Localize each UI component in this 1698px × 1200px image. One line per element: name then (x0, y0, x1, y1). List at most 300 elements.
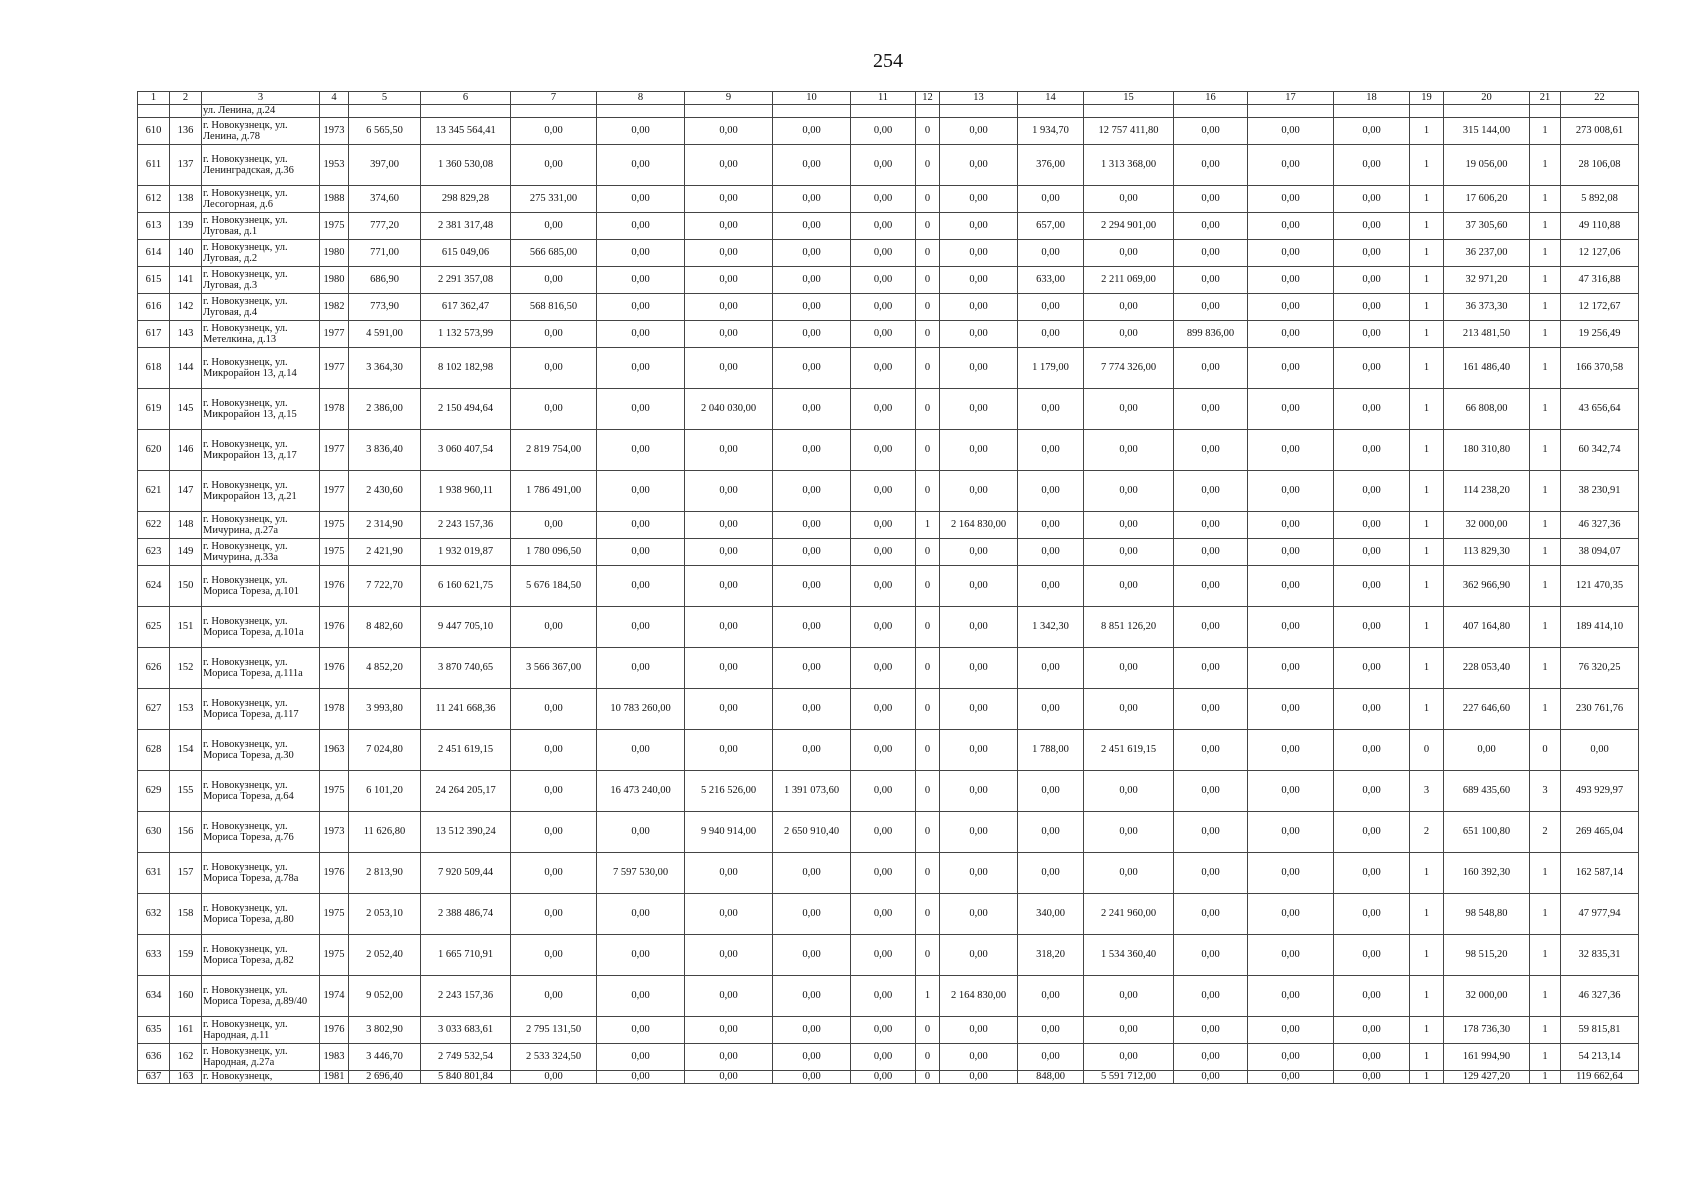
table-cell: 0,00 (597, 648, 685, 689)
table-cell: 0,00 (597, 976, 685, 1017)
table-cell: 1975 (320, 771, 349, 812)
table-cell: 0,00 (1334, 607, 1410, 648)
table-cell: 32 000,00 (1444, 976, 1530, 1017)
table-cell: г. Новокузнецк, ул. Микрорайон 13, д.17 (202, 430, 320, 471)
table-cell: 114 238,20 (1444, 471, 1530, 512)
table-cell: 0,00 (685, 648, 773, 689)
table-cell (320, 105, 349, 118)
table-row (138, 213, 1639, 240)
data-table (137, 91, 1639, 1084)
table-cell: 0,00 (1248, 771, 1334, 812)
table-cell: 1 (1410, 512, 1444, 539)
table-cell: 0,00 (940, 240, 1018, 267)
table-cell: 0,00 (851, 689, 916, 730)
table-cell: 630 (138, 812, 170, 853)
table-cell: 54 213,14 (1561, 1044, 1639, 1071)
table-cell: 0,00 (773, 118, 851, 145)
table-cell: 9 052,00 (349, 976, 421, 1017)
table-cell: 617 (138, 321, 170, 348)
table-cell: 2 150 494,64 (421, 389, 511, 430)
table-cell: г. Новокузнецк, ул. Луговая, д.4 (202, 294, 320, 321)
table-cell: 0,00 (940, 730, 1018, 771)
table-cell: 20 (1444, 92, 1530, 105)
table-cell: 0,00 (851, 539, 916, 566)
table-cell: 0,00 (1018, 566, 1084, 607)
table-cell: 0,00 (597, 471, 685, 512)
table-cell: 0,00 (597, 935, 685, 976)
table-cell: 0 (916, 471, 940, 512)
table-cell: 0 (1410, 730, 1444, 771)
table-cell: 0,00 (1174, 512, 1248, 539)
table-cell: 1975 (320, 935, 349, 976)
table-cell: 13 (940, 92, 1018, 105)
table-cell: 0,00 (940, 430, 1018, 471)
table-cell: 0,00 (1084, 976, 1174, 1017)
table-cell: 0,00 (1174, 145, 1248, 186)
table-cell: 36 237,00 (1444, 240, 1530, 267)
table-cell: 0,00 (851, 607, 916, 648)
table-cell: 49 110,88 (1561, 213, 1639, 240)
table-cell: 0,00 (1248, 539, 1334, 566)
table-cell: 628 (138, 730, 170, 771)
table-cell: 0,00 (1248, 689, 1334, 730)
table-row (138, 321, 1639, 348)
table-cell: 616 (138, 294, 170, 321)
table-cell: 1 (1410, 894, 1444, 935)
table-cell: 0,00 (773, 730, 851, 771)
table-cell: 1 (916, 976, 940, 1017)
table-cell: 631 (138, 853, 170, 894)
table-cell: 610 (138, 118, 170, 145)
table-cell: 10 783 260,00 (597, 689, 685, 730)
table-cell: 635 (138, 1017, 170, 1044)
table-cell: 160 392,30 (1444, 853, 1530, 894)
table-cell: 657,00 (1018, 213, 1084, 240)
table-cell: 47 316,88 (1561, 267, 1639, 294)
table-row (138, 145, 1639, 186)
table-cell: 2 451 619,15 (421, 730, 511, 771)
table-cell: 1 (1410, 1017, 1444, 1044)
table-cell: 0,00 (1018, 648, 1084, 689)
table-cell: 0,00 (685, 935, 773, 976)
table-cell: 0,00 (1174, 267, 1248, 294)
table-cell: 613 (138, 213, 170, 240)
table-cell: 0,00 (1018, 471, 1084, 512)
table-cell: 1 786 491,00 (511, 471, 597, 512)
table-cell: 2 813,90 (349, 853, 421, 894)
table-cell: 0,00 (940, 648, 1018, 689)
table-cell: 138 (170, 186, 202, 213)
table-cell: 0,00 (1018, 853, 1084, 894)
table-cell: 636 (138, 1044, 170, 1071)
table-cell: 7 597 530,00 (597, 853, 685, 894)
table-cell: 1 (1530, 935, 1561, 976)
table-cell: 0,00 (851, 389, 916, 430)
header-row (138, 92, 1639, 105)
table-cell: 3 (202, 92, 320, 105)
table-cell: 2 211 069,00 (1084, 267, 1174, 294)
table-cell: 0,00 (1248, 894, 1334, 935)
table-cell: 6 (421, 92, 511, 105)
table-cell: 0,00 (851, 894, 916, 935)
table-row (138, 648, 1639, 689)
table-cell: 0,00 (1248, 118, 1334, 145)
table-cell: 0,00 (1561, 730, 1639, 771)
table-cell: 156 (170, 812, 202, 853)
table-cell: 1 932 019,87 (421, 539, 511, 566)
table-cell: 14 (1018, 92, 1084, 105)
table-cell: 0,00 (773, 145, 851, 186)
table-cell: 0,00 (511, 145, 597, 186)
table-cell: 0,00 (597, 145, 685, 186)
table-cell: 1 (1410, 689, 1444, 730)
table-cell: 493 929,97 (1561, 771, 1639, 812)
table-cell: 0,00 (1334, 348, 1410, 389)
table-row (138, 730, 1639, 771)
table-cell: 1 (1530, 976, 1561, 1017)
table-cell: 0,00 (1174, 607, 1248, 648)
table-cell: 0,00 (511, 389, 597, 430)
table-cell: 0,00 (597, 348, 685, 389)
table-cell: 0,00 (1084, 389, 1174, 430)
table-cell: 1 (1410, 1044, 1444, 1071)
table-cell: 1980 (320, 267, 349, 294)
table-cell: 0,00 (1334, 771, 1410, 812)
table-cell: 0,00 (1334, 689, 1410, 730)
table-cell: 5 840 801,84 (421, 1071, 511, 1084)
table-cell: 0,00 (511, 213, 597, 240)
table-cell: 19 056,00 (1444, 145, 1530, 186)
table-cell: 153 (170, 689, 202, 730)
table-cell: 0,00 (1174, 894, 1248, 935)
table-cell: 3 870 740,65 (421, 648, 511, 689)
table-cell: 21 (1530, 92, 1561, 105)
table-cell: 0,00 (685, 240, 773, 267)
table-cell: 0 (916, 321, 940, 348)
table-cell: 98 515,20 (1444, 935, 1530, 976)
table-cell: 0,00 (1248, 430, 1334, 471)
table-cell: 5 591 712,00 (1084, 1071, 1174, 1084)
table-cell: 777,20 (349, 213, 421, 240)
table-cell: 612 (138, 186, 170, 213)
table-cell: 0,00 (851, 321, 916, 348)
table-cell: 0,00 (511, 607, 597, 648)
table-cell: 143 (170, 321, 202, 348)
table-cell: 0,00 (851, 648, 916, 689)
table-cell: 140 (170, 240, 202, 267)
table-cell: 46 327,36 (1561, 976, 1639, 1017)
table-cell: 2 164 830,00 (940, 512, 1018, 539)
table-cell: 0,00 (1174, 730, 1248, 771)
table-cell: 0,00 (1444, 730, 1530, 771)
table-cell: 0,00 (597, 812, 685, 853)
table-cell: 0,00 (1018, 689, 1084, 730)
table-cell: 1 (1530, 240, 1561, 267)
table-cell: г. Новокузнецк, ул. Мичурина, д.33а (202, 539, 320, 566)
table-row (138, 348, 1639, 389)
table-cell: 0,00 (685, 607, 773, 648)
table-cell: г. Новокузнецк, ул. Лесогорная, д.6 (202, 186, 320, 213)
table-cell: 2 241 960,00 (1084, 894, 1174, 935)
table-cell: 113 829,30 (1444, 539, 1530, 566)
table-cell: 3 060 407,54 (421, 430, 511, 471)
table-cell: 626 (138, 648, 170, 689)
table-cell: 16 473 240,00 (597, 771, 685, 812)
table-cell: 0 (916, 607, 940, 648)
table-cell: 0,00 (1334, 730, 1410, 771)
table-cell: 0 (916, 118, 940, 145)
table-cell: 0,00 (1334, 512, 1410, 539)
table-cell: 0,00 (597, 1044, 685, 1071)
table-cell: 151 (170, 607, 202, 648)
table-cell: 7 774 326,00 (1084, 348, 1174, 389)
table-cell: 0,00 (1334, 648, 1410, 689)
table-cell: 162 (170, 1044, 202, 1071)
table-cell: 0,00 (851, 935, 916, 976)
table-cell: 0,00 (851, 1044, 916, 1071)
table-cell: 0,00 (1248, 321, 1334, 348)
table-cell: 0,00 (1248, 730, 1334, 771)
table-cell: 0,00 (511, 512, 597, 539)
table-cell: 0,00 (940, 771, 1018, 812)
table-cell: 0,00 (851, 430, 916, 471)
table-cell: 1 (1530, 186, 1561, 213)
table-cell: 59 815,81 (1561, 1017, 1639, 1044)
table-cell: 1975 (320, 894, 349, 935)
table-cell: 0,00 (1174, 294, 1248, 321)
table-cell: 1963 (320, 730, 349, 771)
table-cell: 0,00 (1248, 1017, 1334, 1044)
table-cell: 1 391 073,60 (773, 771, 851, 812)
table-cell: г. Новокузнецк, ул. Мориса Тореза, д.76 (202, 812, 320, 853)
table-cell: 2 (1530, 812, 1561, 853)
table-cell: 0,00 (1248, 935, 1334, 976)
table-cell: 2 314,90 (349, 512, 421, 539)
table-cell: 1 (1410, 1071, 1444, 1084)
table-cell: 5 216 526,00 (685, 771, 773, 812)
table-cell: 0,00 (1248, 348, 1334, 389)
table-cell (1248, 105, 1334, 118)
table-cell: 1977 (320, 348, 349, 389)
table-cell: 0,00 (1174, 118, 1248, 145)
table-cell (421, 105, 511, 118)
table-cell (1334, 105, 1410, 118)
table-cell: г. Новокузнецк, (202, 1071, 320, 1084)
table-cell: 0,00 (773, 267, 851, 294)
table-cell: 189 414,10 (1561, 607, 1639, 648)
table-cell: 150 (170, 566, 202, 607)
table-cell: 298 829,28 (421, 186, 511, 213)
table-cell: 1975 (320, 512, 349, 539)
table-cell: 1 (1410, 267, 1444, 294)
table-cell: 0,00 (773, 935, 851, 976)
table-cell: 0 (916, 430, 940, 471)
table-cell: 0,00 (1334, 145, 1410, 186)
table-cell: 0,00 (511, 730, 597, 771)
table-cell: 633,00 (1018, 267, 1084, 294)
table-cell: г. Новокузнецк, ул. Мориса Тореза, д.30 (202, 730, 320, 771)
table-cell: 0,00 (1084, 512, 1174, 539)
table-cell: 11 626,80 (349, 812, 421, 853)
table-cell: 8 (597, 92, 685, 105)
table-cell: г. Новокузнецк, ул. Мориса Тореза, д.80 (202, 894, 320, 935)
table-cell: 9 940 914,00 (685, 812, 773, 853)
table-cell: 32 000,00 (1444, 512, 1530, 539)
table-row (138, 935, 1639, 976)
table-cell: 1 (1530, 539, 1561, 566)
table-cell: 1 (1410, 348, 1444, 389)
table-cell: 1 (1530, 267, 1561, 294)
table-cell: 4 (320, 92, 349, 105)
table-cell (940, 105, 1018, 118)
table-row (138, 894, 1639, 935)
table-cell: 899 836,00 (1174, 321, 1248, 348)
table-cell: 1 (1410, 240, 1444, 267)
table-cell: 2 696,40 (349, 1071, 421, 1084)
table-cell: 16 (1174, 92, 1248, 105)
table-cell: 0 (916, 1044, 940, 1071)
table-cell: 0,00 (940, 1044, 1018, 1071)
table-cell: 0,00 (1174, 689, 1248, 730)
table-cell: 139 (170, 213, 202, 240)
table-cell: г. Новокузнецк, ул. Народная, д.27а (202, 1044, 320, 1071)
table-cell: 0 (916, 894, 940, 935)
table-cell: 0,00 (1018, 294, 1084, 321)
table-cell: 0,00 (1018, 1044, 1084, 1071)
table-cell: 615 049,06 (421, 240, 511, 267)
table-cell: г. Новокузнецк, ул. Мориса Тореза, д.117 (202, 689, 320, 730)
table-cell: г. Новокузнецк, ул. Микрорайон 13, д.21 (202, 471, 320, 512)
table-cell: г. Новокузнецк, ул. Мориса Тореза, д.101а (202, 607, 320, 648)
table-cell (1530, 105, 1561, 118)
table-cell (170, 105, 202, 118)
table-cell: 1982 (320, 294, 349, 321)
table-cell: 2 381 317,48 (421, 213, 511, 240)
table-cell: 0 (916, 539, 940, 566)
table-cell: 0,00 (1018, 389, 1084, 430)
table-cell: 0,00 (851, 812, 916, 853)
table-cell: 8 851 126,20 (1084, 607, 1174, 648)
table-cell: 0,00 (773, 186, 851, 213)
table-cell: 1 (1530, 213, 1561, 240)
table-cell: г. Новокузнецк, ул. Мориса Тореза, д.111а (202, 648, 320, 689)
table-cell: 141 (170, 267, 202, 294)
table-cell (138, 105, 170, 118)
table-cell: 0,00 (1248, 240, 1334, 267)
table-cell: 0,00 (685, 689, 773, 730)
table-cell: 0,00 (597, 566, 685, 607)
table-cell: 0,00 (851, 853, 916, 894)
table-cell: 24 264 205,17 (421, 771, 511, 812)
table-cell: 275 331,00 (511, 186, 597, 213)
table-cell: 0,00 (1174, 240, 1248, 267)
table-cell: г. Новокузнецк, ул. Ленина, д.78 (202, 118, 320, 145)
table-cell: 2 650 910,40 (773, 812, 851, 853)
table-cell: 0,00 (773, 213, 851, 240)
table-cell: 0,00 (773, 240, 851, 267)
table-cell: 1 (1410, 566, 1444, 607)
table-cell: 629 (138, 771, 170, 812)
table-cell: 17 (1248, 92, 1334, 105)
table-cell: 0 (916, 935, 940, 976)
table-cell: 0,00 (685, 348, 773, 389)
table-cell: 1 (1530, 894, 1561, 935)
table-cell: 0,00 (940, 389, 1018, 430)
table-cell: 376,00 (1018, 145, 1084, 186)
table-cell: 0 (916, 812, 940, 853)
table-cell: 38 230,91 (1561, 471, 1639, 512)
table-cell: 4 591,00 (349, 321, 421, 348)
table-cell (597, 105, 685, 118)
table-cell: 0,00 (1174, 853, 1248, 894)
table-cell: 0,00 (685, 186, 773, 213)
table-cell: 0 (916, 853, 940, 894)
table-cell: 0,00 (1174, 771, 1248, 812)
table-cell: 848,00 (1018, 1071, 1084, 1084)
table-cell: 1 (1530, 471, 1561, 512)
table-cell: 0,00 (1248, 1071, 1334, 1084)
table-cell: 0,00 (597, 539, 685, 566)
table-cell: 0 (916, 294, 940, 321)
table-cell: 0,00 (597, 607, 685, 648)
table-cell: 1 132 573,99 (421, 321, 511, 348)
table-cell: 0,00 (511, 348, 597, 389)
table-cell: 0,00 (1334, 566, 1410, 607)
table-cell: 0,00 (851, 771, 916, 812)
table-cell: 0,00 (685, 321, 773, 348)
table-cell: 0,00 (1248, 389, 1334, 430)
table-cell: 0,00 (1174, 812, 1248, 853)
table-cell: 0,00 (851, 240, 916, 267)
table-cell: 771,00 (349, 240, 421, 267)
table-cell: 28 106,08 (1561, 145, 1639, 186)
table-cell: 0,00 (1334, 935, 1410, 976)
table-cell: 0,00 (1334, 430, 1410, 471)
table-cell: 1 (1410, 935, 1444, 976)
table-cell: 3 836,40 (349, 430, 421, 471)
table-cell: 161 994,90 (1444, 1044, 1530, 1071)
table-cell: 2 (170, 92, 202, 105)
table-cell: 0,00 (1334, 294, 1410, 321)
table-cell: 618 (138, 348, 170, 389)
table-cell: 0,00 (1084, 566, 1174, 607)
table-row (138, 186, 1639, 213)
table-cell: 1953 (320, 145, 349, 186)
table-cell: 0,00 (1334, 267, 1410, 294)
table-cell: 0,00 (597, 730, 685, 771)
table-cell: 0,00 (1084, 771, 1174, 812)
table-cell: 0,00 (1174, 389, 1248, 430)
table-cell: 7 722,70 (349, 566, 421, 607)
table-body (138, 92, 1639, 1084)
table-cell: 0,00 (1084, 240, 1174, 267)
table-cell: 0,00 (511, 1071, 597, 1084)
table-cell (916, 105, 940, 118)
table-cell: 7 024,80 (349, 730, 421, 771)
table-cell: 0,00 (851, 566, 916, 607)
table-cell: 0,00 (685, 118, 773, 145)
table-cell: 9 447 705,10 (421, 607, 511, 648)
table-cell: 1976 (320, 648, 349, 689)
table-cell: 1 (138, 92, 170, 105)
table-cell: 0,00 (1334, 471, 1410, 512)
table-cell: 1 (1530, 145, 1561, 186)
table-cell: 8 482,60 (349, 607, 421, 648)
table-cell: 0,00 (1084, 812, 1174, 853)
table-row (138, 689, 1639, 730)
table-cell: 0,00 (1334, 321, 1410, 348)
table-cell: 0,00 (685, 1044, 773, 1071)
